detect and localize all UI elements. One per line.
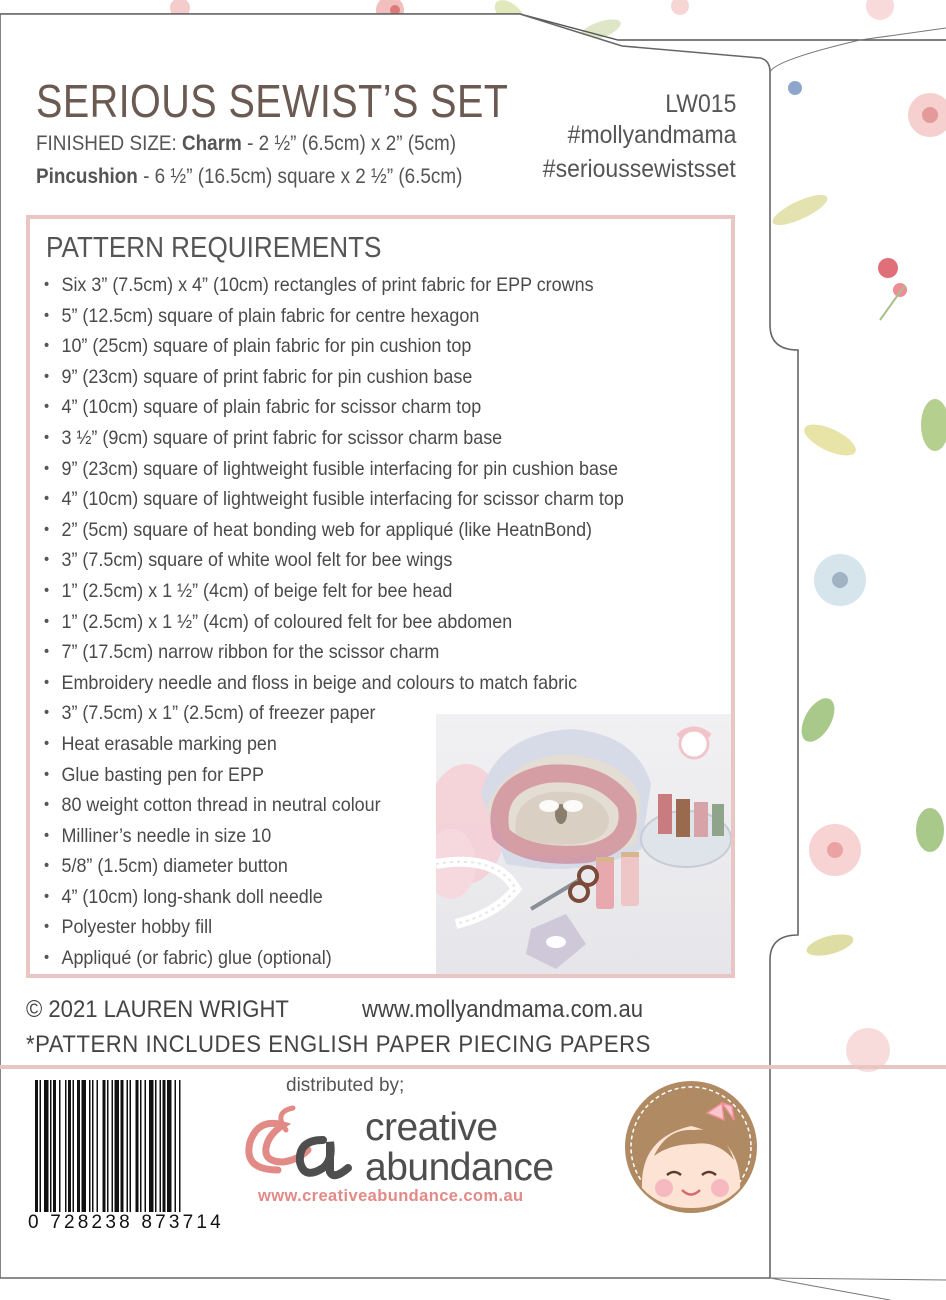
list-item: • 2” (5cm) square of heat bonding web for appliqué (like HeatnBond) (44, 515, 624, 546)
barcode-bar (136, 1080, 139, 1212)
molly-and-mama-girl-logo-icon (622, 1078, 760, 1216)
list-item: • 7” (17.5cm) narrow ribbon for the scissor charm (44, 637, 624, 668)
barcode-bar (97, 1080, 99, 1212)
barcode-bar (167, 1080, 172, 1212)
barcode-bar (68, 1080, 71, 1212)
list-item: • Embroidery needle and floss in beige and colours to match fabric (44, 668, 624, 699)
barcode-bar (73, 1080, 75, 1212)
finished-size-label: FINISHED SIZE: (36, 132, 177, 155)
barcode-bar (53, 1080, 56, 1212)
barcode-bar (82, 1080, 87, 1212)
barcode-bar (140, 1080, 142, 1212)
barcode-bar (107, 1080, 109, 1212)
list-item: • 3” (7.5cm) x 1” (2.5cm) of freezer paper (44, 698, 624, 729)
creative-abundance-logo-icon (238, 1100, 378, 1195)
list-item: • Milliner’s needle in size 10 (44, 821, 624, 852)
list-item: • Appliqué (or fabric) glue (optional) (44, 943, 624, 974)
list-item: • 1” (2.5cm) x 1 ½” (4cm) of coloured felt for bee abdomen (44, 607, 624, 638)
barcode (33, 1080, 225, 1218)
list-item: • Six 3” (7.5cm) x 4” (10cm) rectangles of print fabric for EPP crowns (44, 270, 624, 301)
charm-label: Charm (181, 132, 242, 155)
list-item: • 10” (25cm) square of plain fabric for pin cushion top (44, 331, 624, 362)
barcode-bar (163, 1080, 166, 1212)
distributor-url[interactable]: www.creativeabundance.com.au (258, 1187, 524, 1205)
pincushion-label: Pincushion (36, 165, 138, 188)
list-item: • 4” (10cm) square of lightweight fusible interfacing for scissor charm top (44, 484, 624, 515)
list-item: • 5/8” (1.5cm) diameter button (44, 851, 624, 882)
list-item: • 4” (10cm) square of plain fabric for scissor charm top (44, 392, 624, 423)
barcode-bar (59, 1080, 61, 1212)
barcode-bar (115, 1080, 120, 1212)
list-item: • 5” (12.5cm) square of plain fabric for centre hexagon (44, 301, 624, 332)
website-link[interactable]: www.mollyandmama.com.au (362, 996, 644, 1023)
finished-size-line (36, 132, 456, 156)
list-item: • 9” (23cm) square of print fabric for pin cushion base (44, 362, 624, 393)
list-item: • Glue basting pen for EPP (44, 760, 624, 791)
list-item: • 9” (23cm) square of lightweight fusible interfacing for pin cushion base (44, 454, 624, 485)
distributor-name-line-2: abundance (365, 1146, 554, 1189)
barcode-bar (89, 1080, 91, 1212)
barcode-bar (112, 1080, 114, 1212)
list-item: • 1” (2.5cm) x 1 ½” (4cm) of beige felt for bee head (44, 576, 624, 607)
list-item: • 3” (7.5cm) square of white wool felt for bee wings (44, 545, 624, 576)
barcode-bar (155, 1080, 157, 1212)
pincushion-size-line (36, 165, 462, 189)
list-item: • Polyester hobby fill (44, 912, 624, 943)
list-item: • 80 weight cotton thread in neutral colour (44, 790, 624, 821)
barcode-bar (92, 1080, 94, 1212)
charm-size: - 2 ½” (6.5cm) x 2” (5cm) (241, 132, 457, 155)
barcode-bar (40, 1080, 42, 1212)
barcode-bar (77, 1080, 80, 1212)
barcode-bar (130, 1080, 132, 1212)
pincushion-size: - 6 ½” (16.5cm) square x 2 ½” (6.5cm) (137, 165, 463, 188)
barcode-bar (160, 1080, 162, 1212)
barcode-bar (44, 1080, 49, 1212)
distributed-by-label: distributed by; (286, 1075, 405, 1096)
barcode-bar (145, 1080, 147, 1212)
barcode-bar (127, 1080, 129, 1212)
distributor-name-line-1: creative (365, 1106, 498, 1149)
list-item: • Heat erasable marking pen (44, 729, 624, 760)
copyright-text: © 2021 LAUREN WRIGHT (26, 996, 289, 1023)
barcode-bar (50, 1080, 52, 1212)
list-item: • 3 ½” (9cm) square of print fabric for scissor charm base (44, 423, 624, 454)
pattern-title: SERIOUS SEWIST’S SET (36, 75, 509, 127)
footer-divider (0, 1065, 946, 1069)
barcode-bar (35, 1080, 38, 1212)
hashtag-serioussewistsset: #serioussewistsset (542, 155, 736, 183)
list-item: • 4” (10cm) long-shank doll needle (44, 882, 624, 913)
product-photo (436, 714, 731, 974)
barcode-bar (103, 1080, 106, 1212)
barcode-bar (65, 1080, 67, 1212)
epp-papers-note: *PATTERN INCLUDES ENGLISH PAPER PIECING PAPERS (26, 1031, 651, 1058)
barcode-bar (175, 1080, 177, 1212)
barcode-number: 0 728238 873714 (28, 1212, 224, 1233)
barcode-bar (149, 1080, 154, 1212)
hashtag-mollyandmama: #mollyandmama (567, 121, 736, 149)
barcode-bar (179, 1080, 181, 1212)
barcode-bar (121, 1080, 124, 1212)
requirements-heading: PATTERN REQUIREMENTS (46, 232, 382, 264)
pattern-code: LW015 (664, 90, 736, 118)
